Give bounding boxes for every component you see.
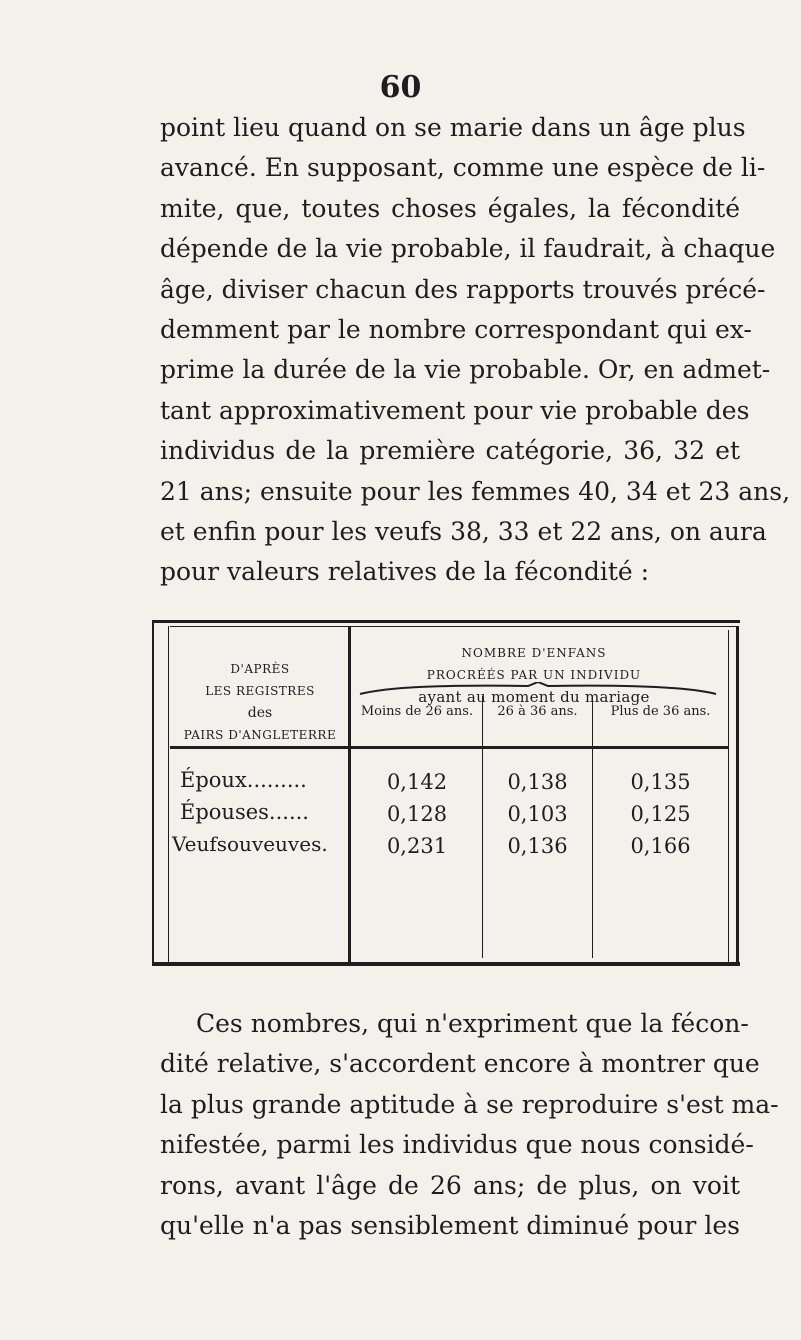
text-line: et enfin pour les veufs 38, 33 et 22 ans, on aura xyxy=(160,517,767,547)
text-line: qu'elle n'a pas sensiblement diminué pour les xyxy=(160,1211,740,1241)
subheader-divider-1 xyxy=(482,696,483,958)
header-right-line-3: ayant au moment du mariage xyxy=(418,688,650,706)
text-line: nifestée, parmi les individus que nous considé- xyxy=(160,1130,754,1160)
text-line: 21 ans; ensuite pour les femmes 40, 34 et 23 ans, xyxy=(160,476,791,506)
table-top-border-inner xyxy=(170,626,736,627)
cell-epouses-26-36: 0,103 xyxy=(507,802,568,826)
cell-veufs-26-36: 0,136 xyxy=(507,834,568,858)
cell-veufs-gt36: 0,166 xyxy=(630,834,691,858)
text-line: pour valeurs relatives de la fécondité : xyxy=(160,557,650,587)
text-line: mite, que, toutes choses égales, la fécondité xyxy=(160,193,740,223)
fecundity-table xyxy=(152,620,740,970)
text-line: la plus grande aptitude à se reproduire s'est ma- xyxy=(160,1089,779,1119)
subheader-age-gt36: Plus de 36 ans. xyxy=(610,704,711,719)
row-label-epoux: Époux......... xyxy=(180,768,307,792)
text-line: dité relative, s'accordent encore à montrer que xyxy=(160,1049,760,1079)
cell-epouses-gt36: 0,125 xyxy=(630,802,691,826)
table-header-divider xyxy=(170,746,728,749)
text-line: âge, diviser chacun des rapports trouvés précé- xyxy=(160,274,766,304)
table-right-border xyxy=(736,626,739,966)
cell-epouses-lt26: 0,128 xyxy=(386,802,448,826)
text-line: Ces nombres, qui n'expriment que la fécon- xyxy=(196,1009,749,1038)
row-label-epouses: Épouses...... xyxy=(180,800,309,824)
cell-epoux-gt36: 0,135 xyxy=(630,770,691,794)
table-left-border-inner xyxy=(168,626,169,962)
table-bottom-border xyxy=(152,962,740,966)
header-right-line-1: NOMBRE D'ENFANS xyxy=(461,646,607,660)
row-label-veufs: Veufsouveuves. xyxy=(172,832,328,856)
cell-veufs-lt26: 0,231 xyxy=(386,834,448,858)
text-line: rons, avant l'âge de 26 ans; de plus, on voit xyxy=(160,1170,740,1200)
paragraph-1 xyxy=(160,108,791,593)
subheader-divider-2 xyxy=(592,696,593,958)
text-line: tant approximativement pour vie probable des xyxy=(160,395,750,425)
table-right-border-inner xyxy=(728,630,729,962)
header-right-line-2: PROCRÉÉS PAR UN INDIVIDU xyxy=(426,668,642,682)
header-left-line-4: PAIRS D'ANGLETERRE xyxy=(183,728,337,742)
header-left-line-1: D'APRÈS xyxy=(230,662,290,676)
text-line: individus de la première catégorie, 36, 32 et xyxy=(160,436,740,466)
table-top-border xyxy=(152,620,740,623)
page-number: 60 xyxy=(379,70,422,105)
paragraph-2 xyxy=(160,1004,779,1246)
subheader-age-26-36: 26 à 36 ans. xyxy=(497,704,578,719)
header-left-line-3: des xyxy=(247,705,273,721)
cell-epoux-lt26: 0,142 xyxy=(386,770,448,794)
text-line: demment par le nombre correspondant qui ex- xyxy=(160,315,752,345)
subheader-age-lt26: Moins de 26 ans. xyxy=(360,704,474,719)
text-line: dépende de la vie probable, il faudrait, à chaque xyxy=(160,234,776,264)
cell-epoux-26-36: 0,138 xyxy=(507,770,568,794)
text-line: avancé. En supposant, comme une espèce de li- xyxy=(160,153,766,183)
text-line: point lieu quand on se marie dans un âge plus xyxy=(160,113,746,142)
header-right xyxy=(348,642,720,708)
header-left xyxy=(172,658,348,746)
header-left-line-2: LES REGISTRES xyxy=(205,684,315,698)
text-line: prime la durée de la vie probable. Or, en admet- xyxy=(160,355,771,385)
table-left-border xyxy=(152,620,154,966)
